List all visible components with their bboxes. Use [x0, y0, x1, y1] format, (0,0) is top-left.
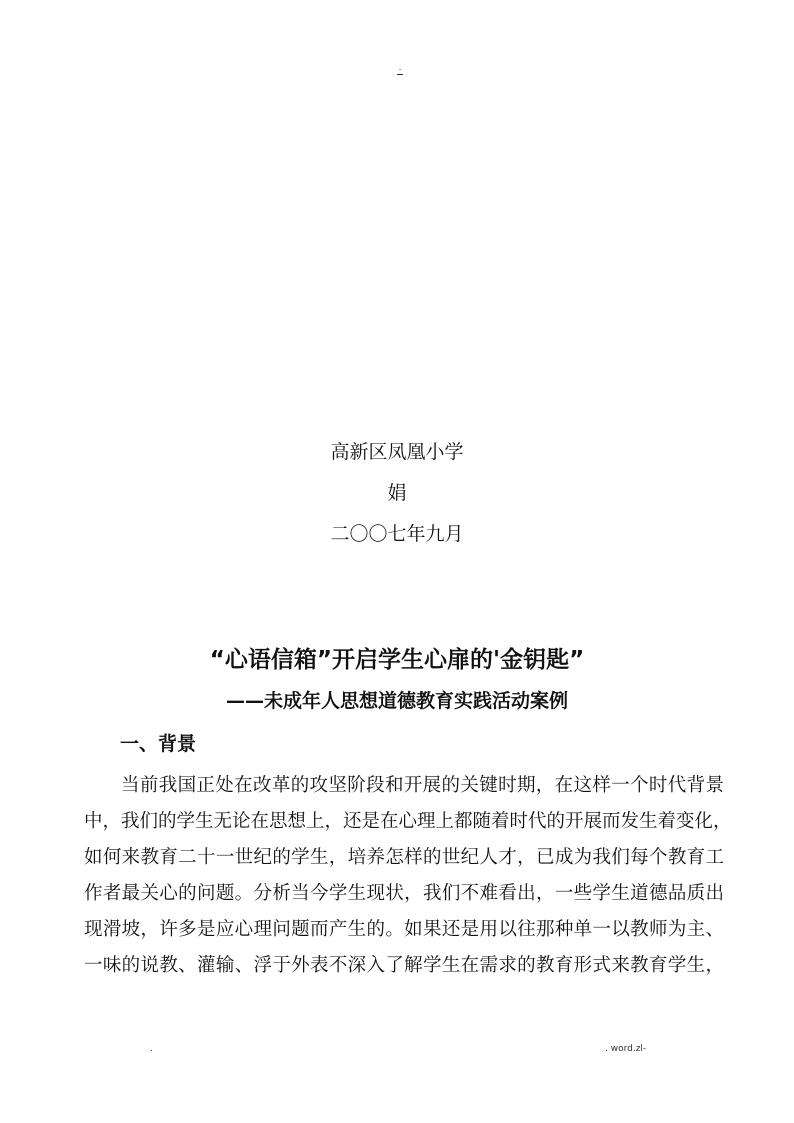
footer-right-text: . word.zl- [605, 1044, 647, 1054]
header-mark-text: . [398, 63, 402, 73]
body-paragraph [84, 768, 732, 984]
body-line: 如何来教育二十一世纪的学生，培养怎样的世纪人才，已成为我们每个教育工 [84, 847, 724, 868]
body-line: 现滑坡，许多是应心理问题而产生的。如果还是用以往那种单一以教师为主、 [84, 919, 724, 940]
article-title: “心语信箱”开启学生心扉的'金钥匙” [209, 647, 585, 673]
section-heading: 一、背景 [120, 733, 197, 755]
article-subtitle: ——未成年人思想道德教育实践活动案例 [225, 690, 568, 712]
body-line: 一味的说教、灌输、浮于外表不深入了解学生在需求的教育形式来教育学生， [84, 955, 724, 976]
author-name: 娟 [387, 482, 407, 504]
organization-name: 高新区凤凰小学 [330, 441, 464, 463]
page-header-mark [390, 62, 410, 75]
document-date: 二〇〇七年九月 [330, 523, 464, 545]
footer-left-mark: . [150, 1044, 153, 1054]
body-line: 中，我们的学生无论在思想上，还是在心理上都随着时代的开展而发生着变化， [84, 811, 732, 832]
body-line: 当前我国正处在改革的攻坚阶段和开展的关键时期，在这样一个时代背景 [121, 775, 724, 796]
body-line: 作者最关心的问题。分析当今学生现状，我们不难看出，一些学生道德品质出 [84, 883, 724, 904]
header-rule [397, 74, 403, 75]
